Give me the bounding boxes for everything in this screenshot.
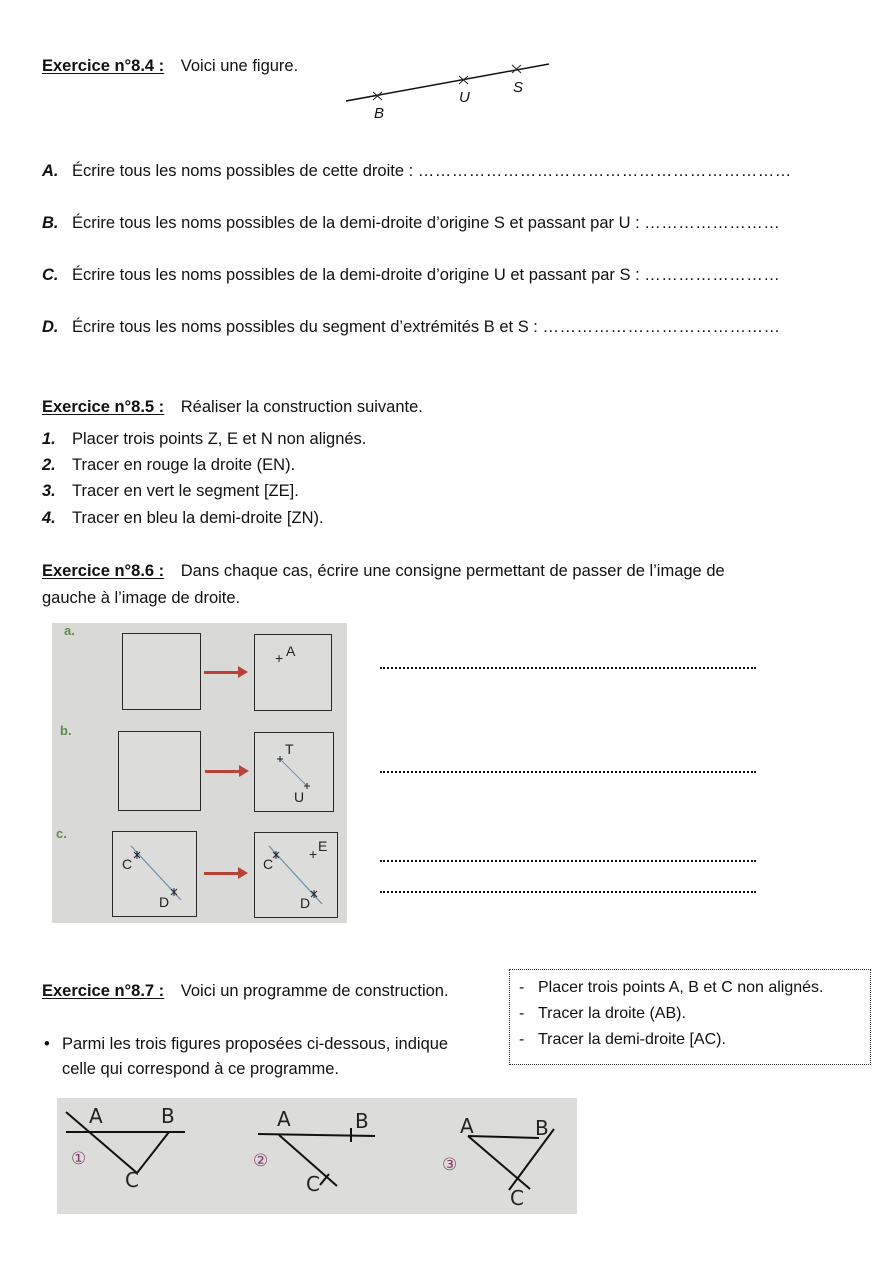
dash-bullet: - <box>519 1031 525 1048</box>
point-label-a: A <box>286 643 296 659</box>
fig2-label-b: B <box>355 1109 369 1133</box>
fig2-label-a: A <box>277 1107 291 1131</box>
question-c <box>42 266 780 285</box>
fig1-label-c: C <box>125 1168 139 1192</box>
construction-program-box <box>509 969 871 1065</box>
step-1 <box>42 430 366 449</box>
point-label-s: S <box>513 79 524 96</box>
figure-number-2: ② <box>253 1151 269 1170</box>
exercise-title: Exercice n°8.6 : <box>42 562 165 580</box>
question-line-1: Parmi les trois figures proposées ci-dessous, indique <box>62 1035 449 1053</box>
program-step-2 <box>519 1005 686 1023</box>
step-number: 3. <box>42 482 56 500</box>
case-a-left-box <box>122 633 201 710</box>
answer-blank[interactable]: …………………… <box>644 266 781 284</box>
case-c-left-box <box>112 831 197 917</box>
program-step-1 <box>519 979 823 997</box>
bullet-icon: • <box>44 1035 50 1053</box>
dash-bullet: - <box>519 979 525 996</box>
figures-drawing <box>57 1098 577 1214</box>
answer-blank[interactable]: …………………… <box>644 214 781 232</box>
figures-photo <box>57 1098 577 1214</box>
question-letter: C. <box>42 266 59 284</box>
fig3-label-c: C <box>510 1186 524 1210</box>
exercise-intro: Voici une figure. <box>180 57 299 75</box>
question-letter: A. <box>42 162 59 180</box>
exercise-intro: Dans chaque cas, écrire une consigne permettant de passer de l’image de <box>180 562 725 580</box>
question-text: Écrire tous les noms possibles de cette droite : <box>72 162 414 180</box>
program-step-text: Placer trois points A, B et C non alignés. <box>538 979 824 996</box>
question-bullet-item <box>44 1035 448 1054</box>
fig1-label-b: B <box>161 1104 175 1128</box>
figure-number-3: ③ <box>442 1155 458 1174</box>
arrow-right-icon <box>204 671 240 674</box>
exercise-8-4-header <box>42 57 298 76</box>
cross-mark-icon: + <box>309 846 318 862</box>
point-label-b: B <box>374 105 385 122</box>
question-line-2: celle qui correspond à ce programme. <box>62 1060 339 1078</box>
exercise-title: Exercice n°8.7 : <box>42 982 165 1000</box>
exercise-intro: Réaliser la construction suivante. <box>180 398 423 416</box>
step-text: Tracer en vert le segment [ZE]. <box>72 482 299 500</box>
step-text: Tracer en bleu la demi-droite [ZN). <box>72 509 324 527</box>
step-number: 1. <box>42 430 56 448</box>
case-letter-c: c. <box>56 826 67 841</box>
case-letter-b: b. <box>60 723 72 738</box>
question-text: Écrire tous les noms possibles de la demi-droite d’origine U et passant par S : <box>72 266 640 284</box>
step-text: Tracer en rouge la droite (EN). <box>72 456 296 474</box>
step-2 <box>42 456 295 475</box>
question-letter: D. <box>42 318 59 336</box>
question-letter: B. <box>42 214 59 232</box>
figure-number-1: ① <box>71 1149 87 1168</box>
question-b <box>42 214 780 233</box>
step-number: 2. <box>42 456 56 474</box>
point-label-e: E <box>318 838 328 854</box>
cross-mark-icon: + <box>275 650 284 666</box>
fig1-label-a: A <box>89 1104 103 1128</box>
exercise-intro-line2: gauche à l’image de droite. <box>42 589 241 607</box>
point-label-u: U <box>459 89 470 106</box>
case-b-right-box <box>254 732 334 812</box>
exercise-8-6-header <box>42 562 725 581</box>
step-3 <box>42 482 299 501</box>
program-step-text: Tracer la demi-droite [AC). <box>538 1031 726 1048</box>
fig2-label-c: C <box>306 1172 320 1196</box>
point-label-c: C <box>263 856 274 872</box>
answer-blank[interactable]: …………………………………… <box>542 318 781 336</box>
point-label-d: D <box>300 895 311 911</box>
step-number: 4. <box>42 509 56 527</box>
step-text: Placer trois points Z, E et N non alignés. <box>72 430 367 448</box>
program-step-text: Tracer la droite (AB). <box>538 1005 686 1022</box>
question-d <box>42 318 780 337</box>
case-a-right-box <box>254 634 332 711</box>
answer-line-b[interactable] <box>380 771 756 773</box>
exercise-8-5-header <box>42 398 423 417</box>
answer-line-c-2[interactable] <box>380 891 756 893</box>
answer-blank[interactable]: ………………………………………………………… <box>417 162 792 180</box>
transform-photo <box>52 623 347 923</box>
case-letter-a: a. <box>64 623 75 638</box>
case-b-left-box <box>118 731 201 811</box>
exercise-8-7-header <box>42 982 449 1001</box>
exercise-title: Exercice n°8.4 : <box>42 57 165 75</box>
program-step-3 <box>519 1031 726 1049</box>
question-text: Écrire tous les noms possibles de la demi-droite d’origine S et passant par U : <box>72 214 640 232</box>
question-text: Écrire tous les noms possibles du segment d’extrémités B et S : <box>72 318 538 336</box>
fig3-label-b: B <box>535 1116 549 1140</box>
exercise-intro: Voici un programme de construction. <box>180 982 449 1000</box>
point-label-c: C <box>122 856 133 872</box>
arrow-right-icon <box>205 770 241 773</box>
point-label-t: T <box>285 741 294 757</box>
exercise-title: Exercice n°8.5 : <box>42 398 165 416</box>
dash-bullet: - <box>519 1005 525 1022</box>
point-label-d: D <box>159 894 170 910</box>
answer-line-c-1[interactable] <box>380 860 756 862</box>
answer-line-a[interactable] <box>380 667 756 669</box>
fig3-label-a: A <box>460 1114 474 1138</box>
arrow-right-icon <box>204 872 240 875</box>
line-cd <box>113 832 196 916</box>
point-label-u: U <box>294 789 305 805</box>
step-4 <box>42 509 324 528</box>
question-a <box>42 162 792 181</box>
case-c-right-box <box>254 832 338 918</box>
